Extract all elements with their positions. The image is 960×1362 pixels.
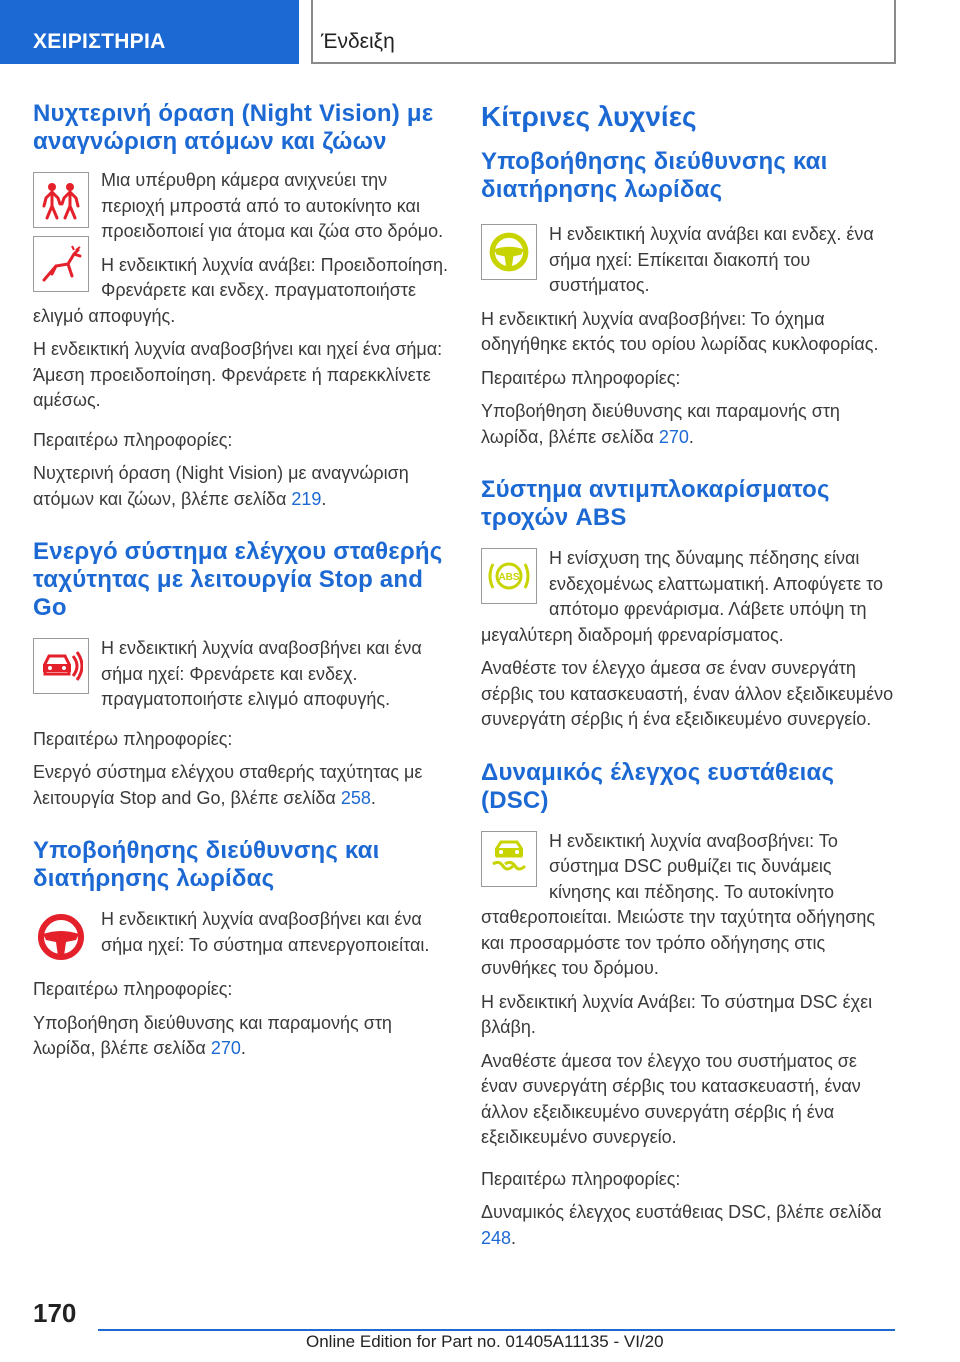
pedestrian-warning-icon xyxy=(33,172,89,228)
night-vision-reference: Νυχτερινή όραση (Night Vision) με αναγνώριση ατόμων και ζώων, βλέπε σελίδα 219. xyxy=(33,463,409,509)
abs-block xyxy=(481,546,897,656)
abs-text-1: Η ενίσχυση της δύναμης πέδησης είναι ενδεχομένως ελαττωματική. Αποφύγετε το απότομο φρενάρισμα. Λάβετε υπόψη τη μεγαλύτερη διαδρομή φρεναρίσματος. xyxy=(481,548,883,645)
dsc-more-label: Περαιτέρω πληροφορίες: xyxy=(481,1168,681,1189)
footer-divider xyxy=(98,1329,895,1331)
abs-icon xyxy=(481,548,537,604)
lane-keeping-red-reference-text: Υποβοήθηση διεύθυνσης και παραμονής στη λωρίδα, βλέπε σελίδα xyxy=(33,1012,392,1058)
dsc-text-2: Η ενδεικτική λυχνία Ανάβει: Το σύστημα DSC έχει βλάβη. xyxy=(481,991,873,1037)
lane-keeping-red-block xyxy=(33,907,449,971)
acc-text-1: Η ενδεικτική λυχνία αναβοσβήνει και ένα σήμα ηχεί: Φρενάρετε και ενδεχ. πραγματοποιήστε ελιγμό αποφυγής. xyxy=(101,638,422,709)
dsc-reference-text: Δυναμικός έλεγχος ευστάθειας DSC, βλέπε σελίδα xyxy=(481,1202,882,1222)
night-vision-block xyxy=(33,168,449,337)
lane-keeping-yellow-reference: Υποβοήθηση διεύθυνσης και παραμονής στη λωρίδα, βλέπε σελίδα 270. xyxy=(481,401,840,447)
steering-wheel-yellow-icon xyxy=(481,224,537,280)
yellow-lights-heading: Κίτρινες λυχνίες xyxy=(481,101,697,132)
dsc-icon xyxy=(481,831,537,887)
night-vision-page-link[interactable]: 219 xyxy=(291,488,322,509)
chapter-title: Ένδειξη xyxy=(311,0,896,64)
acc-reference: Ενεργό σύστημα ελέγχου σταθερής ταχύτητας με λειτουργία Stop and Go, βλέπε σελίδα 258. xyxy=(33,762,423,808)
night-vision-heading: Νυχτερινή όραση (Night Vision) με αναγνώριση ατόμων και ζώων xyxy=(33,100,434,155)
acc-heading: Ενεργό σύστημα ελέγχου σταθερής ταχύτητας με λειτουργία Stop and Go xyxy=(33,538,443,621)
lane-keeping-yellow-heading: Υποβοήθησης διεύθυνσης και διατήρησης λωρίδας xyxy=(481,148,828,203)
section-tab: ΧΕΙΡΙΣΤΗΡΙΑ xyxy=(0,0,299,64)
acc-block xyxy=(33,636,449,721)
night-vision-text-3: Η ενδεικτική λυχνία αναβοσβήνει και ηχεί ένα σήμα: Άμεση προειδοποίηση. Φρενάρετε ή παρεκκλίνετε αμέσως. xyxy=(33,339,443,410)
dsc-block xyxy=(481,829,897,990)
lane-keeping-red-page-link[interactable]: 270 xyxy=(210,1038,241,1058)
lane-keeping-yellow-reference-text: Υποβοήθηση διεύθυνσης και παραμονής στη λωρίδα, βλέπε σελίδα xyxy=(481,401,840,447)
animal-warning-icon xyxy=(33,236,89,292)
collision-warning-icon xyxy=(33,638,89,694)
lane-keeping-yellow-text-2: Η ενδεικτική λυχνία αναβοσβήνει: Το όχημα οδηγήθηκε εκτός του ορίου λωρίδας κυκλοφορίας. xyxy=(481,308,879,354)
night-vision-reference-text: Νυχτερινή όραση (Night Vision) με αναγνώριση ατόμων και ζώων, βλέπε σελίδα xyxy=(33,463,409,509)
lane-keeping-yellow-text-1: Η ενδεικτική λυχνία ανάβει και ενδεχ. ένα σήμα ηχεί: Επίκειται διακοπή του συστήματος. xyxy=(549,224,874,295)
right-column xyxy=(481,100,897,1259)
abs-heading: Σύστημα αντιμπλοκαρίσματος τροχών ABS xyxy=(481,476,830,531)
dsc-text-1: Η ενδεικτική λυχνία αναβοσβήνει: Το σύστημα DSC ρυθμίζει τις δυνάμεις κίνησης και πέδησης. Το αυτοκίνητο σταθεροποιείται. Μειώστε την ταχύτητα οδήγησης και προσαρμόστε τον τρόπο οδήγησης στις συνθήκες του δρόμου. xyxy=(481,830,876,978)
page-number: 170 xyxy=(33,1298,77,1328)
lane-keeping-yellow-more-label: Περαιτέρω πληροφορίες: xyxy=(481,367,681,388)
footer-edition: Online Edition for Part no. 01405A11135 - VI/20 xyxy=(306,1332,664,1351)
acc-reference-text: Ενεργό σύστημα ελέγχου σταθερής ταχύτητας με λειτουργία Stop and Go, βλέπε σελίδα xyxy=(33,762,423,808)
dsc-heading: Δυναμικός έλεγχος ευστάθειας (DSC) xyxy=(481,758,835,814)
left-column xyxy=(33,100,449,1070)
lane-keeping-red-heading: Υποβοήθησης διεύθυνσης και διατήρησης λωρίδας xyxy=(33,837,380,892)
dsc-page-link[interactable]: 248 xyxy=(481,1227,512,1248)
abs-icon-text: ABS xyxy=(498,572,520,583)
night-vision-more-label: Περαιτέρω πληροφορίες: xyxy=(33,429,233,450)
night-vision-text-2: Η ενδεικτική λυχνία ανάβει: Προειδοποίηση. Φρενάρετε και ενδεχ. πραγματοποιήστε ελιγμό αποφυγής. xyxy=(33,254,449,326)
abs-text-2: Αναθέστε τον έλεγχο άμεσα σε έναν συνεργάτη σέρβις του κατασκευαστή, έναν άλλον εξειδικευμένο συνεργάτη σέρβις ή ένα εξειδικευμένο συνεργείο. xyxy=(481,658,894,729)
dsc-reference: Δυναμικός έλεγχος ευστάθειας DSC, βλέπε σελίδα 248. xyxy=(481,1202,882,1248)
steering-wheel-red-icon xyxy=(33,909,89,965)
dsc-text-3: Αναθέστε άμεσα τον έλεγχο του συστήματος σε έναν συνεργάτη σέρβις του κατασκευαστή, έναν άλλον εξειδικευμένο συνεργάτη σέρβις ή ένα εξειδικευμένο συνεργείο. xyxy=(481,1050,861,1147)
lane-keeping-red-text-1: Η ενδεικτική λυχνία αναβοσβήνει και ένα σήμα ηχεί: Το σύστημα απενεργοποιείται. xyxy=(101,909,430,955)
acc-page-link[interactable]: 258 xyxy=(340,787,371,808)
lane-keeping-yellow-page-link[interactable]: 270 xyxy=(658,426,689,447)
night-vision-text-1: Μια υπέρυθρη κάμερα ανιχνεύει την περιοχή μπροστά από το αυτοκίνητο και προειδοποιεί για άτομα και ζώα στο δρόμο. xyxy=(101,170,444,241)
acc-more-label: Περαιτέρω πληροφορίες: xyxy=(33,728,233,749)
lane-keeping-yellow-block xyxy=(481,222,897,307)
lane-keeping-red-reference: Υποβοήθηση διεύθυνσης και παραμονής στη λωρίδα, βλέπε σελίδα 270. xyxy=(33,1012,392,1058)
lane-keeping-red-more-label: Περαιτέρω πληροφορίες: xyxy=(33,979,233,999)
